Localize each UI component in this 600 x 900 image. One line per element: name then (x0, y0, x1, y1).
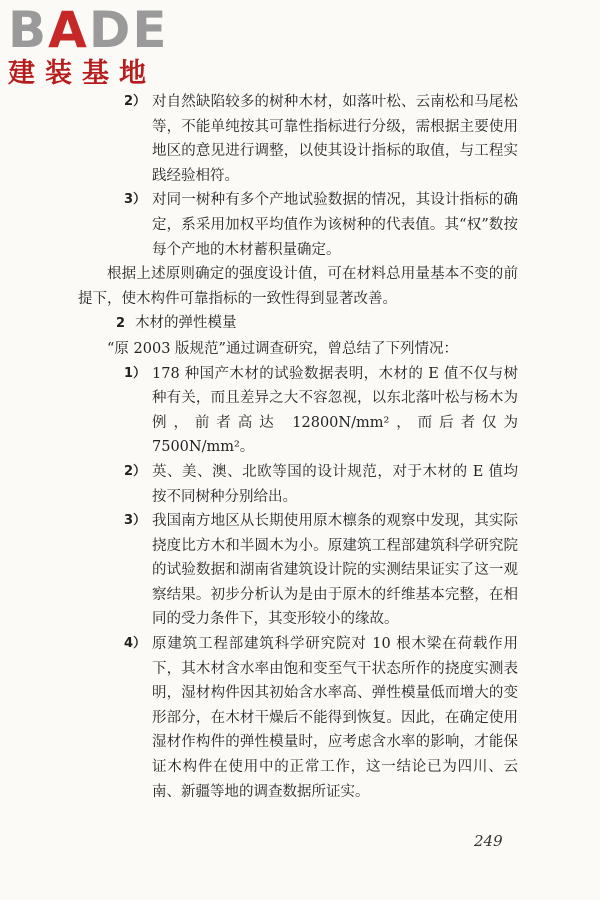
list-item (124, 460, 518, 509)
list-item-number: 2） (124, 94, 147, 109)
bade-logo (8, 1, 169, 90)
list-item-number: 4） (124, 636, 147, 652)
list-item (124, 509, 518, 632)
list-item-text: 178 种国产木材的试验数据表明，木材的 E 值不仅与树种有关，而且差异之大不容忽视，以东北落叶松与杨木为例，前者高达 12800N/mm²，而后者仅为 7500N/mm²。 (152, 365, 518, 456)
list-item-text: 对自然缺陷较多的树种木材，如落叶松、云南松和马尾松等，不能单纯按其可靠性指标进行分级，需根据主要使用地区的意见进行调整，以使其设计指标的取值，与工程实践经验相符。 (152, 94, 518, 184)
section-number: 2 (116, 316, 126, 332)
intro-paragraph: “原 2003 版规范”通过调查研究，曾总结了下列情况： (107, 340, 458, 357)
list-item-text: 对同一树种有多个产地试验数据的情况，其设计指标的确定，系采用加权平均值作为该树种的代表值。其“权”数按每个产地的木材蓄积量确定。 (152, 192, 518, 258)
logo-subtitle: 建装基地 (8, 58, 156, 89)
page-number: 249 (474, 832, 503, 850)
section-heading (116, 311, 518, 337)
list-item (124, 632, 518, 804)
section-title: 木材的弹性模量 (135, 315, 237, 332)
logo-wordmark: BADE (8, 1, 169, 59)
list-item-number: 2） (124, 463, 147, 479)
list-item-text: 英、美、澳、北欧等国的设计规范，对于木材的 E 值均按不同树种分别给出。 (152, 463, 518, 505)
list-item-number: 3） (124, 513, 147, 529)
page-body (78, 90, 518, 804)
list-item-text: 我国南方地区从长期使用原木檩条的观察中发现，其实际挠度比方木和半圆木为小。原建筑工程部建筑科学研究院的试验数据和湖南省建筑设计院的实测结果证实了这一观察结果。初步分析认为是由于原木的纤维基本完整，在相同的受力条件下，其变形较小的缘故。 (152, 513, 518, 628)
list-item-number: 1） (124, 365, 147, 381)
list-item (124, 188, 518, 262)
list-item-number: 3） (124, 192, 147, 208)
body-paragraph: 根据上述原则确定的强度设计值，可在材料总用量基本不变的前提下，使木构件可靠指标的一致性得到显著改善。 (78, 266, 518, 307)
list-item (124, 362, 518, 460)
list-item-text: 原建筑工程部建筑科学研究院对 10 根木梁在荷载作用下，其木材含水率由饱和变至气干状态所作的挠度实测表明，湿材构件因其初始含水率高、弹性模量低而增大的变形部分，在木材干燥后不能得到恢复。因此，在确定使用湿材作构件的弹性模量时，应考虑含水率的影响，才能保证木构件在使用中的正常工作，这一结论已为四川、云南、新疆等地的调查数据所证实。 (152, 636, 518, 800)
list-item (124, 90, 518, 188)
